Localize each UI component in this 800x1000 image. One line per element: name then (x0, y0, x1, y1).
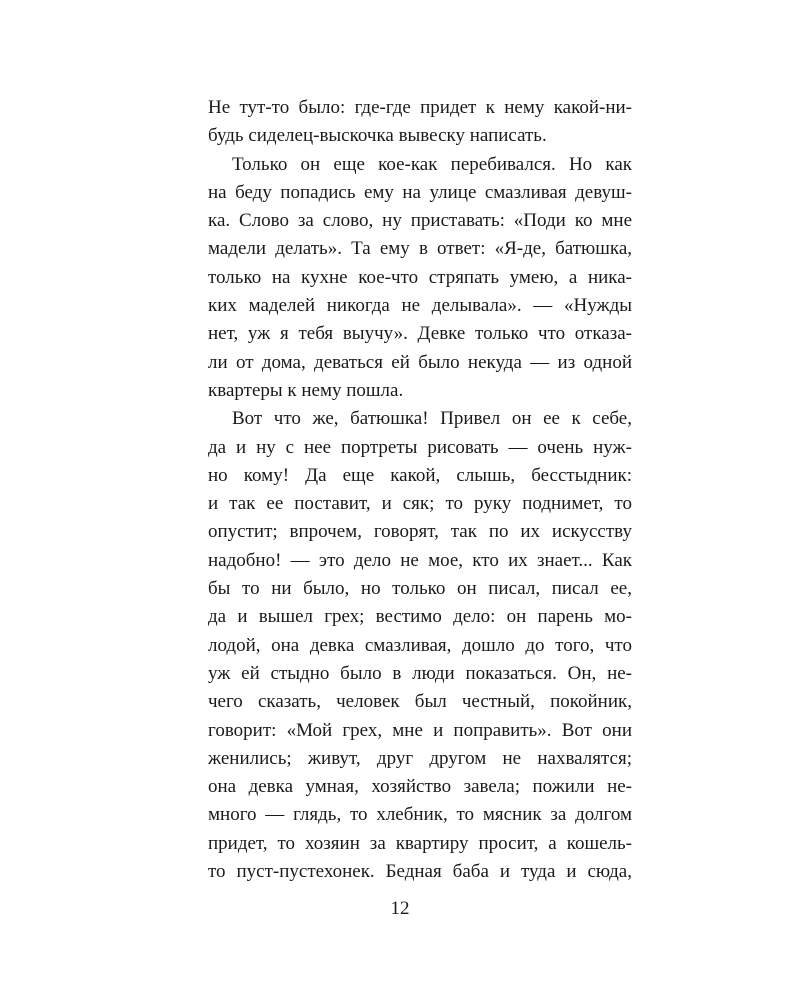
text-line: Не тут-то было: где-где придет к нему какой-ни- (208, 97, 632, 118)
text-line: чего сказать, человек был честный, покойник, (208, 691, 632, 713)
page-number: 12 (390, 898, 410, 919)
text-line: уж ей стыдно было в люди показаться. Он, не- (208, 662, 632, 684)
text-line: ли от дома, деваться ей было некуда — из одной (208, 351, 632, 373)
text-line: говорит: «Мой грех, мне и поправить». Вот они (208, 719, 632, 741)
text-line: много — глядь, то хлебник, то мясник за долгом (208, 804, 632, 826)
text-line: но кому! Да еще какой, слышь, бесстыдник: (208, 464, 632, 486)
text-line: только на кухне кое-что стряпать умею, а ника- (208, 266, 632, 288)
text-line: опустит; впрочем, говорят, так по их искусству (208, 521, 632, 543)
text-line: лодой, она девка смазливая, дошло до того, что (208, 634, 632, 656)
text-line: ка. Слово за слово, ну приставать: «Поди ко мне (208, 210, 632, 232)
text-line: будь сиделец-выскочка вывеску написать. (208, 125, 547, 147)
text-line: на беду попадись ему на улице смазливая девуш- (208, 181, 632, 203)
text-line: женились; живут, друг другом не нахвалятся; (208, 747, 632, 769)
text-line: Только он еще кое-как перебивался. Но как (232, 153, 632, 175)
text-line: ких маделей никогда не делывала». — «Нужды (208, 295, 632, 317)
body-text (208, 94, 632, 886)
text-line: квартеры к нему пошла. (208, 379, 404, 401)
text-line: нет, уж я тебя выучу». Девке только что отказа- (208, 323, 632, 345)
text-line: да и вышел грех; вестимо дело: он парень мо- (208, 606, 632, 628)
text-line: Вот что же, батюшка! Привел он ее к себе, (232, 408, 632, 430)
text-line: и так ее поставит, и сяк; то руку поднимет, то (208, 493, 632, 515)
text-line: да и ну с нее портреты рисовать — очень нуж- (208, 436, 632, 458)
text-line: мадели делать». Та ему в ответ: «Я-де, батюшка, (208, 238, 632, 260)
text-line: бы то ни было, но только он писал, писал ее, (208, 578, 632, 600)
text-line: она девка умная, хозяйство завела; пожили не- (208, 776, 632, 798)
text-line: надобно! — это дело не мое, кто их знает... Как (208, 549, 632, 571)
text-line: придет, то хозяин за квартиру просит, а кошель- (208, 832, 632, 854)
text-line: то пуст-пустехонек. Бедная баба и туда и сюда, (208, 861, 632, 883)
